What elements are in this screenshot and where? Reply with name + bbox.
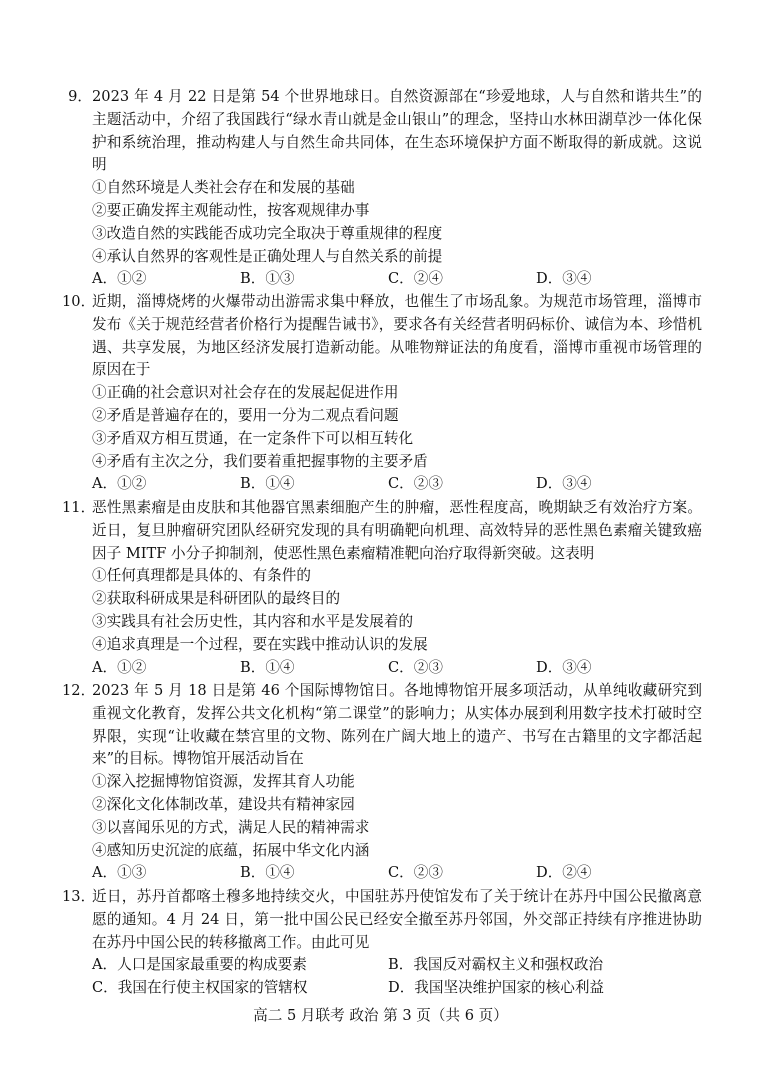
question-text: 近日，苏丹首都喀土穆多地持续交火，中国驻苏丹使馆发布了关于统计在苏丹中国公民撤离意愿的通知。4 月 24 日，第一批中国公民已经安全撤至苏丹邻国，外交部正持续有序推进协助在苏丹中国公民的转移撤离工作。由此可见 <box>92 888 702 951</box>
statement-3: ③以喜闻乐见的方式，满足人民的精神需求 <box>92 818 370 836</box>
question-9 <box>62 86 702 291</box>
statement-3: ③矛盾双方相互贯通，在一定条件下可以相互转化 <box>92 429 414 447</box>
statement-2: ②获取科研成果是科研团队的最终目的 <box>92 590 341 608</box>
choice-a: A．①③ <box>92 864 147 882</box>
question-stem <box>62 886 702 954</box>
statement-list <box>92 177 702 268</box>
choice-a: A．人口是国家最重要的构成要素 <box>92 956 307 974</box>
choice-b: B．我国反对霸权主义和强权政治 <box>388 956 604 974</box>
answer-choices <box>92 268 702 291</box>
statement-4: ④追求真理是一个过程，要在实践中推动认识的发展 <box>92 635 428 653</box>
question-stem <box>62 497 702 565</box>
question-number: 9． <box>68 88 92 105</box>
choice-d: D．我国坚决维护国家的核心利益 <box>388 979 605 997</box>
question-12 <box>62 680 702 885</box>
question-stem <box>62 86 702 177</box>
choice-c: C．②④ <box>388 270 443 288</box>
statement-1: ①正确的社会意识对社会存在的发展起促进作用 <box>92 384 399 402</box>
answer-choices <box>92 954 702 1000</box>
statement-2: ②要正确发挥主观能动性，按客观规律办事 <box>92 201 370 219</box>
question-number: 12． <box>62 682 96 699</box>
statement-2: ②深化文化体制改革，建设共有精神家园 <box>92 795 355 813</box>
statement-1: ①深入挖掘博物馆资源，发挥其育人功能 <box>92 773 355 791</box>
statement-4: ④承认自然界的客观性是正确处理人与自然关系的前提 <box>92 247 443 265</box>
choice-a: A．①② <box>92 475 147 493</box>
answer-choices <box>92 473 702 496</box>
statement-1: ①自然环境是人类社会存在和发展的基础 <box>92 179 355 197</box>
choice-d: D．②④ <box>536 864 592 882</box>
statement-list <box>92 565 702 656</box>
question-stem <box>62 291 702 382</box>
choice-b: B．①④ <box>240 864 295 882</box>
choice-a: A．①② <box>92 270 147 288</box>
statement-2: ②矛盾是普遍存在的，要用一分为二观点看问题 <box>92 406 399 424</box>
statement-list <box>92 382 702 473</box>
statement-list <box>92 771 702 862</box>
question-text: 2023 年 4 月 22 日是第 54 个世界地球日。自然资源部在“珍爱地球，人与自然和谐共生”的主题活动中，介绍了我国践行“绿水青山就是金山银山”的理念，坚持山水林田湖草沙一体化保护和系统治理，推动构建人与自然生命共同体，在生态环境保护方面不断取得的新成就。这说明 <box>92 88 702 174</box>
statement-4: ④矛盾有主次之分，我们要着重把握事物的主要矛盾 <box>92 452 428 470</box>
answer-choices <box>92 862 702 885</box>
choice-b: B．①④ <box>240 658 295 676</box>
statement-3: ③实践具有社会历史性，其内容和水平是发展着的 <box>92 612 414 630</box>
question-11 <box>62 497 702 679</box>
question-text: 2023 年 5 月 18 日是第 46 个国际博物馆日。各地博物馆开展多项活动，从单纯收藏研究到重视文化教育，发挥公共文化机构“第二课堂”的影响力；从实体办展到利用数字技术打破时空界限，实现“让收藏在禁宫里的文物、陈列在广阔大地上的遗产、书写在古籍里的文字都活起来”的目标。博物馆开展活动旨在 <box>92 682 702 768</box>
choice-c: C．②③ <box>388 658 443 676</box>
answer-choices <box>92 657 702 680</box>
question-stem <box>62 680 702 771</box>
statement-1: ①任何真理都是具体的、有条件的 <box>92 567 311 585</box>
choice-c: C．我国在行使主权国家的管辖权 <box>92 979 308 997</box>
question-number: 11． <box>62 499 96 516</box>
choice-a: A．①② <box>92 658 147 676</box>
question-text: 恶性黑素瘤是由皮肤和其他器官黑素细胞产生的肿瘤，恶性程度高，晚期缺乏有效治疗方案。近日，复旦肿瘤研究团队经研究发现的具有明确靶向机理、高效特异的恶性黑色素瘤关键致癌因子 MITF 小分子抑制剂，使恶性黑色素瘤精准靶向治疗取得新突破。这表明 <box>92 499 702 562</box>
choice-c: C．②③ <box>388 475 443 493</box>
choice-d: D．③④ <box>536 475 592 493</box>
question-10 <box>62 291 702 496</box>
choice-c: C．②③ <box>388 864 443 882</box>
choice-d: D．③④ <box>536 270 592 288</box>
question-number: 13． <box>62 888 96 905</box>
statement-4: ④感知历史沉淀的底蕴，拓展中华文化内涵 <box>92 841 370 859</box>
choice-b: B．①③ <box>240 270 295 288</box>
statement-3: ③改造自然的实践能否成功完全取决于尊重规律的程度 <box>92 224 443 242</box>
choice-b: B．①④ <box>240 475 295 493</box>
question-text: 近期，淄博烧烤的火爆带动出游需求集中释放，也催生了市场乱象。为规范市场管理，淄博市发布《关于规范经营者价格行为提醒告诫书》，要求各有关经营者明码标价、诚信为本、珍惜机遇、共享发展，为地区经济发展打造新动能。从唯物辩证法的角度看，淄博市重视市场管理的原因在于 <box>92 293 702 379</box>
question-13 <box>62 886 702 1000</box>
question-number: 10． <box>62 293 96 310</box>
choice-d: D．③④ <box>536 658 592 676</box>
page-footer: 高二 5 月联考 政治 第 3 页（共 6 页） <box>253 1007 508 1024</box>
